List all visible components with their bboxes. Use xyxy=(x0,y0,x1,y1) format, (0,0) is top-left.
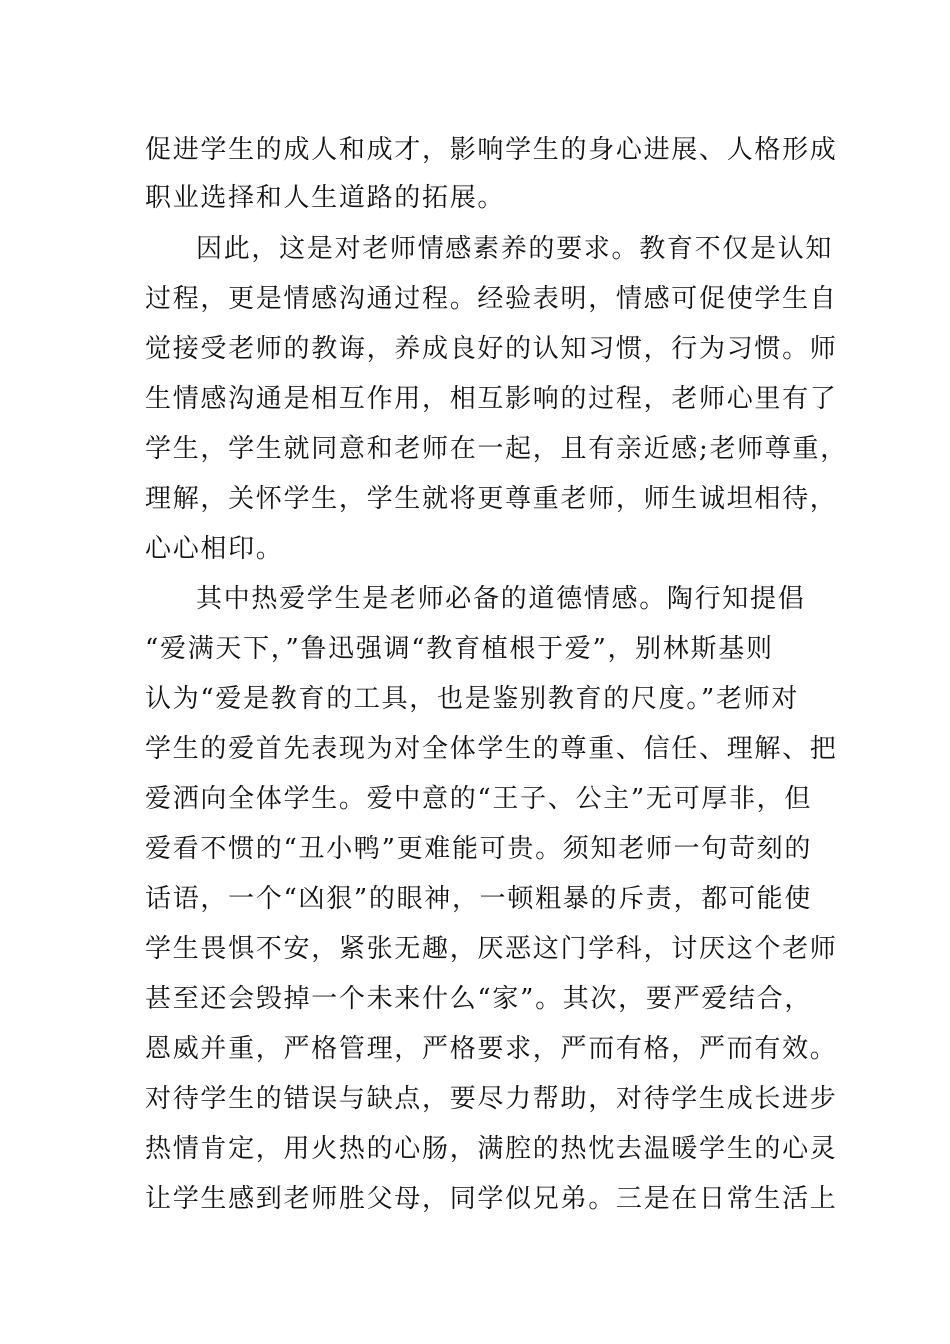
text-line-20: 对待学生的错误与缺点，要尽力帮助，对待学生成长进步 xyxy=(145,1084,838,1114)
text-line-14: 爱洒向全体学生。爱中意的“王子、公主”无可厚非，但 xyxy=(145,784,813,814)
text-line-18: 甚至还会毁掉一个未来什么“家”。其次，要严爱结合， xyxy=(145,984,813,1014)
text-line-10: 其中热爱学生是老师必备的道德情感。陶行知提倡 xyxy=(196,584,806,614)
text-line-15: 爱看不惯的“丑小鸭”更难能可贵。须知老师一句苛刻的 xyxy=(145,834,813,864)
text-line-11: “爱满天下，”鲁迅强调“教育植根于爱”，别林斯基则 xyxy=(145,634,774,664)
text-line-2: 职业选择和人生道路的拓展。 xyxy=(145,183,506,213)
text-line-3: 因此，这是对老师情感素养的要求。教育不仅是认知 xyxy=(196,234,834,264)
text-line-9: 心心相印。 xyxy=(145,534,284,564)
text-line-22: 让学生感到老师胜父母，同学似兄弟。三是在日常生活上 xyxy=(145,1184,838,1214)
text-line-21: 热情肯定，用火热的心肠，满腔的热忱去温暖学生的心灵 xyxy=(145,1134,838,1164)
text-line-5: 觉接受老师的教诲，养成良好的认知习惯，行为习惯。师 xyxy=(145,334,838,364)
text-line-13: 学生的爱首先表现为对全体学生的尊重、信任、理解、把 xyxy=(145,734,838,764)
text-line-6: 生情感沟通是相互作用，相互影响的过程，老师心里有了 xyxy=(145,384,838,414)
text-line-16: 话语，一个“凶狠”的眼神，一顿粗暴的斥责，都可能使 xyxy=(145,884,813,914)
text-line-17: 学生畏惧不安，紧张无趣，厌恶这门学科，讨厌这个老师 xyxy=(145,934,838,964)
text-line-1: 促进学生的成人和成才，影响学生的身心进展、人格形成 xyxy=(145,135,838,165)
text-line-7: 学生，学生就同意和老师在一起，且有亲近感;老师尊重， xyxy=(145,434,848,464)
text-line-8: 理解，关怀学生，学生就将更尊重老师，师生诚坦相待， xyxy=(145,484,838,514)
text-line-19: 恩威并重，严格管理，严格要求，严而有格，严而有效。 xyxy=(145,1034,838,1064)
text-line-12: 认为“爱是教育的工具，也是鉴别教育的尺度。”老师对 xyxy=(145,684,800,714)
text-line-4: 过程，更是情感沟通过程。经验表明，情感可促使学生自 xyxy=(145,284,838,314)
